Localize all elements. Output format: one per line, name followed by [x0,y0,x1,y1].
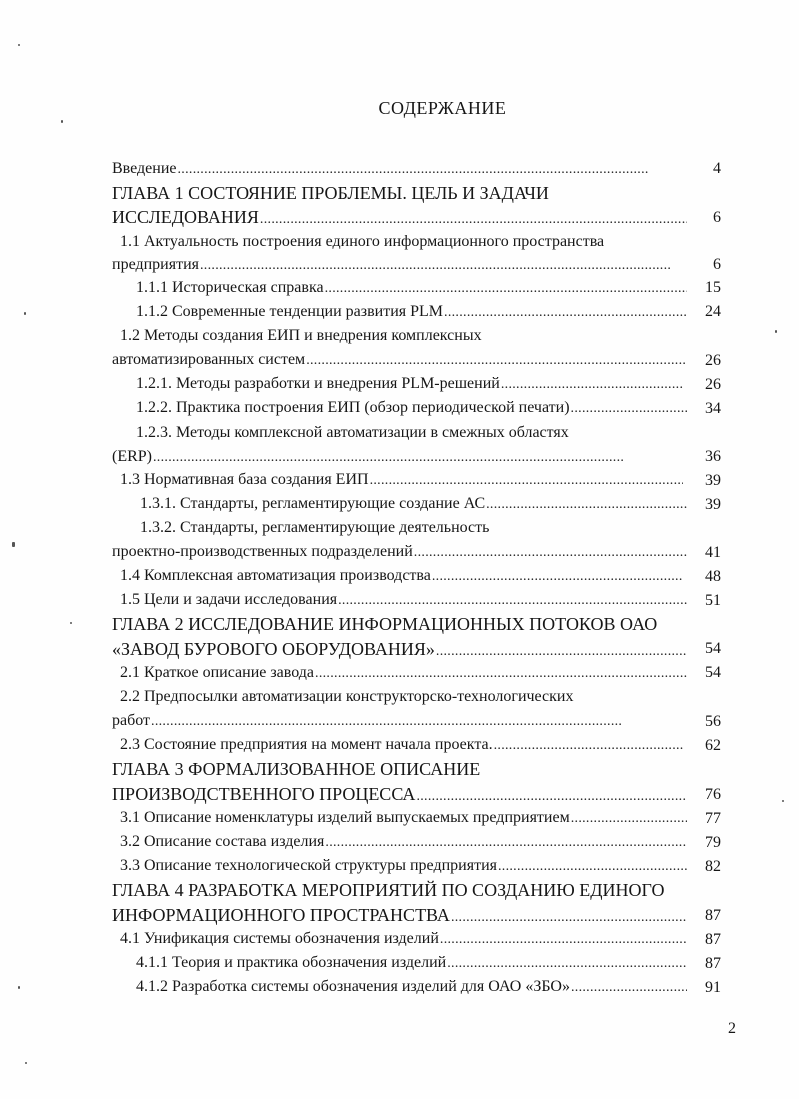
toc-chapter-heading [112,880,665,904]
toc-entry-1-1-1 [136,279,687,303]
toc-page-number: 36 [705,448,721,465]
toc-entry-chapter-4 [112,905,687,929]
toc-entry-text: предприятия [112,256,199,273]
toc-entry-text: 3.1 Описание номенклатуры изделий выпускаемых предприятием [120,809,570,826]
scan-speck [18,44,20,46]
toc-page-number: 6 [713,209,721,226]
toc-entry-text: 4.1 Унификация системы обозначения изделий [120,930,439,947]
scan-speck [70,622,72,624]
toc-entry-text: 1.2.1. Методы разработки и внедрения PLM-решений [136,375,500,392]
toc-entry-text: ИНФОРМАЦИОННОГО ПРОСТРАНСТВА [112,905,450,925]
toc-entry-text: 1.4 Комплексная автоматизация производства [120,567,431,584]
toc-page-number: 76 [705,786,721,803]
page-title: СОДЕРЖАНИЕ [378,98,507,118]
dot-leader [571,399,687,417]
toc-entry-1-3-1 [140,495,687,519]
toc-entry-1-3 [120,471,683,495]
toc-entry-text: ГЛАВА 4 РАЗРАБОТКА МЕРОПРИЯТИЙ ПО СОЗДАНИЮ ЕДИНОГО [112,880,665,900]
toc-page-number: 26 [705,352,721,369]
toc-page-number: 15 [705,279,721,296]
toc-entry-text: ИССЛЕДОВАНИЯ [112,207,259,227]
toc-entry-intro [112,160,695,184]
dot-leader [571,978,687,996]
toc-entry-text: 1.3.1. Стандарты, регламентирующие создание АС [140,495,486,512]
toc-chapter-heading [112,614,657,638]
dot-leader [151,712,687,730]
toc-page-number: 48 [705,568,721,585]
toc-entry-4-1-2 [136,978,687,1002]
dot-leader [440,930,687,948]
toc-entry-3-2 [120,833,687,857]
dot-leader [153,448,679,466]
toc-page-number: 4 [713,160,721,177]
toc-page-number: 26 [705,376,721,393]
toc-entry-text: 4.1.2 Разработка системы обозначения изделий для ОАО «ЗБО» [136,978,570,995]
toc-entry-text: 3.2 Описание состава изделия [120,833,325,850]
dot-leader [486,495,687,513]
dot-leader [306,351,687,369]
dot-leader [447,954,687,972]
toc-page-number: 56 [705,713,721,730]
toc-page-number: 91 [705,979,721,996]
dot-leader [498,857,687,875]
toc-entry-text: автоматизированных систем [112,351,306,368]
scan-speck [782,800,784,802]
toc-entry-text: Введение [112,160,177,177]
toc-entry-text: 1.3 Нормативная база создания ЕИП [120,471,369,488]
page-number: 2 [728,1020,736,1037]
toc-page-number: 41 [705,544,721,561]
toc-section-heading [140,519,489,543]
toc-entry-text: 2.2 Предпосылки автоматизации конструкторско-технологических [120,688,574,705]
toc-entry-text: работ [112,712,151,729]
toc-page-number: 77 [705,810,721,827]
toc-entry-text: ГЛАВА 3 ФОРМАЛИЗОВАННОЕ ОПИСАНИЕ [112,759,481,779]
toc-entry-text: 1.1.1 Историческая справка [136,279,324,296]
toc-entry-text: ГЛАВА 1 СОСТОЯНИЕ ПРОБЛЕМЫ. ЦЕЛЬ И ЗАДАЧИ [112,183,549,203]
toc-entry-text: 1.2.2. Практика построения ЕИП (обзор периодической печати) [136,399,570,416]
toc-page-number: 39 [705,472,721,489]
toc-page-number: 62 [705,737,721,754]
toc-entry-text: 3.3 Описание технологической структуры предприятия [120,857,497,874]
toc-entry-text: ПРОИЗВОДСТВЕННОГО ПРОЦЕССА [112,784,416,804]
toc-entry-text: 1.5 Цели и задачи исследования [120,591,338,608]
scan-speck [25,1062,27,1064]
scan-speck [24,312,26,315]
toc-page-number: 24 [705,303,721,320]
toc-entry-1-1 [112,256,687,280]
toc-page-number: 34 [705,400,721,417]
dot-leader [444,303,687,321]
toc-entry-1-4 [120,567,683,591]
toc-section-heading [136,424,569,448]
dot-leader [494,736,683,754]
toc-page-number: 54 [705,664,721,681]
toc-page-number: 79 [705,834,721,851]
toc-entry-text: 1.1 Актуальность построения единого информационного пространства [120,233,605,250]
dot-leader [260,207,687,228]
toc-entry-1-3-2 [112,543,687,567]
toc-chapter-heading [112,183,549,207]
toc-entry-text: 1.1.2 Современные тенденции развития PLM [136,303,444,320]
dot-leader [436,639,687,660]
toc-entry-chapter-3 [112,784,687,808]
toc-entry-4-1 [120,930,687,954]
dot-leader [416,784,687,805]
dot-leader [571,809,687,827]
dot-leader [325,279,687,297]
toc-entry-1-5 [120,591,687,615]
toc-page-number: 87 [705,931,721,948]
toc-entry-2-1 [120,664,687,688]
toc-page-number: 87 [705,955,721,972]
toc-page-number: 6 [713,256,721,273]
toc-entry-text: 1.3.2. Стандарты, регламентирующие деятельность [140,519,490,536]
toc-entry-1-2-3 [112,448,679,472]
toc-entry-2-3 [120,736,683,760]
toc-page-number: 39 [705,496,721,513]
toc-section-heading [120,688,573,712]
scan-speck [61,120,63,123]
toc-page-number: 87 [705,907,721,924]
dot-leader [451,905,687,926]
scan-speck [775,330,777,333]
toc-entry-text: 2.1 Краткое описание завода [120,664,315,681]
dot-leader [200,256,687,274]
toc-page-number: 51 [705,592,721,609]
dot-leader [501,375,683,393]
toc-entry-text: 1.2.3. Методы комплексной автоматизации в смежных областях [136,424,569,441]
toc-entry-text: ГЛАВА 2 ИССЛЕДОВАНИЕ ИНФОРМАЦИОННЫХ ПОТОКОВ ОАО [112,614,658,634]
dot-leader [432,567,683,585]
toc-section-heading [120,327,482,351]
toc-entry-2-2 [112,712,687,736]
dot-leader [414,543,687,561]
toc-entry-1-2-1 [136,375,683,399]
scan-speck [18,986,20,989]
dot-leader [178,160,696,178]
toc-entry-text: «ЗАВОД БУРОВОГО ОБОРУДОВАНИЯ» [112,639,435,659]
toc-entry-1-1-2 [136,303,687,327]
toc-chapter-heading [112,759,480,783]
dot-leader [325,833,687,851]
toc-page-number: 54 [705,640,721,657]
toc-entry-text: 2.3 Состояние предприятия на момент начала проекта. [120,736,493,753]
scan-speck [12,542,15,547]
toc-entry-3-3 [120,857,687,881]
dot-leader [370,471,683,489]
toc-entry-1-2 [112,351,687,375]
dot-leader [338,591,687,609]
toc-entry-text: 1.2 Методы создания ЕИП и внедрения комплексных [120,327,482,344]
toc-section-heading [120,233,604,257]
toc-entry-text: 4.1.1 Теория и практика обозначения изделий [136,954,447,971]
toc-entry-text: (ERP) [112,448,152,465]
toc-entry-3-1 [120,809,687,833]
toc-entry-1-2-2 [136,399,687,423]
toc-entry-4-1-1 [136,954,687,978]
dot-leader [315,664,687,682]
toc-entry-chapter-2 [112,639,687,663]
toc-entry-chapter-1 [112,207,687,231]
toc-entry-text: проектно-производственных подразделений [112,543,413,560]
toc-page-number: 82 [705,858,721,875]
